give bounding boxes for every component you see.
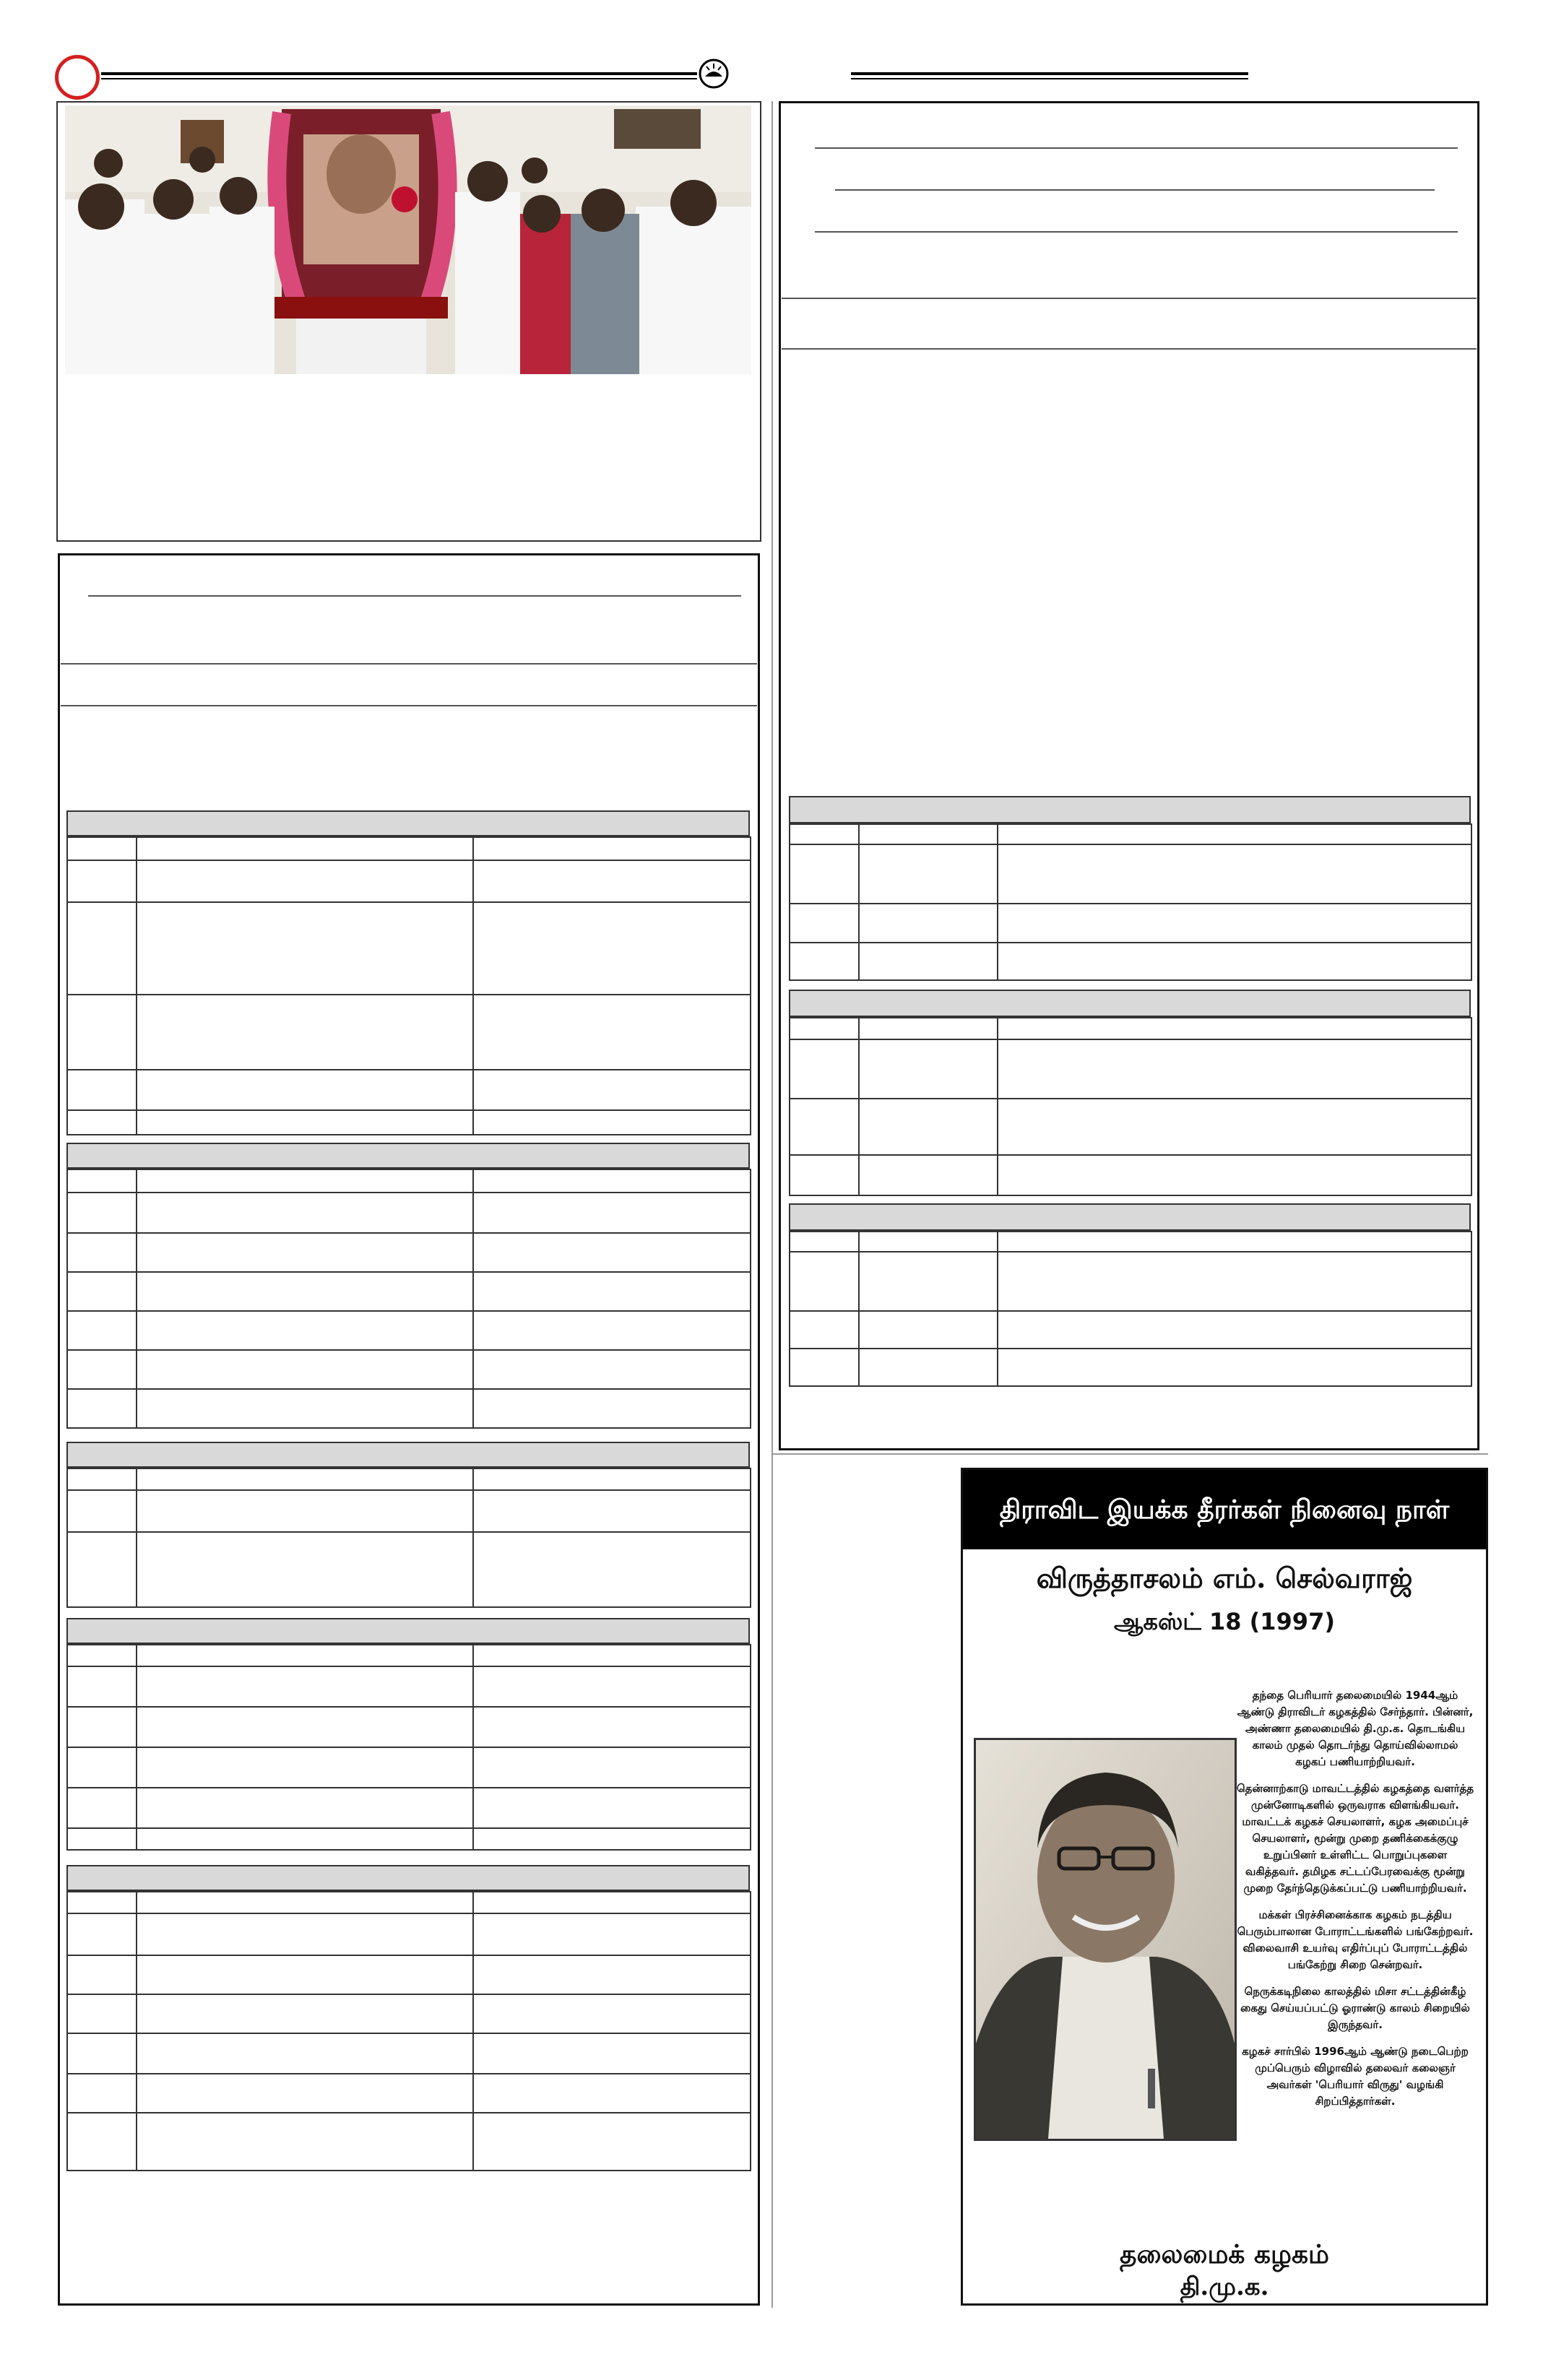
memorial-ad-banner-title: திராவிட இயக்க தீரர்கள் நினைவு நாள்	[999, 1494, 1450, 1525]
memorial-paragraph: கழகச் சார்பில் 1996ஆம் ஆண்டு நடைபெற்ற முப்பெரும் விழாவில் தலைவர் கலைஞர் அவர்கள் 'பெரியார் விருது' வழங்கி சிறப்பித்தார்கள்.	[1242, 2045, 1469, 2108]
right-column-divider-horizontal	[773, 1453, 1488, 1455]
data-table	[66, 1644, 751, 1851]
right-box-divider	[782, 298, 1477, 299]
memorial-paragraph: மக்கள் பிரச்சினைக்காக கழகம் நடத்திய பெரும்பாலான போராட்டங்களில் பங்கேற்றவர். விலைவாசி உயர்வு எதிர்ப்புப் போராட்டத்தில் பங்கேற்று சிறை சென்றவர்.	[1237, 1908, 1474, 1971]
data-table	[66, 1891, 751, 2171]
left-box-divider	[61, 705, 757, 706]
memorial-paragraph: நெருக்கடிநிலை காலத்தில் மிசா சட்டத்தின்கீழ் கைது செய்யப்பட்டு ஓராண்டு காலம் சிறையில் இருந்தவர்.	[1240, 1985, 1470, 2031]
masthead-rule-right-thin	[851, 78, 1248, 79]
data-table	[789, 1231, 1472, 1387]
data-table	[66, 836, 751, 1135]
masthead-rule-left-thin	[101, 78, 697, 79]
table-header	[66, 810, 750, 836]
right-heading-rule	[835, 189, 1435, 191]
table-header	[66, 1143, 750, 1169]
table-header	[66, 1442, 750, 1468]
right-heading-rule	[815, 231, 1458, 233]
memorial-ad-body	[1237, 1687, 1474, 2120]
table-header	[789, 990, 1471, 1017]
memorial-paragraph: தென்னாற்காடு மாவட்டத்தில் கழகத்தை வளர்த்த முன்னோடிகளில் ஒருவராக விளங்கியவர். மாவட்டக் கழகச் செயலாளர், கழக அமைப்புச் செயலாளர், மூன்று முறை தணிக்கைக்குழு உறுப்பினர் உள்ளிட்ட பொறுப்புகளை வகித்தவர். தமிழக சட்டப்பேரவைக்கு மூன்று முறை தேர்ந்தெடுக்கப்பட்டு பணியாற்றியவர்.	[1237, 1782, 1474, 1895]
portrait-garland-photo	[65, 105, 751, 374]
right-box-divider	[782, 348, 1477, 350]
column-divider	[772, 101, 773, 2308]
left-box-heading-rule	[88, 595, 741, 597]
memorial-footer-party: தி.மு.க.	[1180, 2272, 1269, 2301]
left-box-divider	[61, 663, 757, 665]
masthead-rule-left	[101, 72, 697, 75]
rising-sun-emblem-icon	[698, 58, 730, 90]
data-table	[66, 1468, 751, 1608]
memorial-date: ஆகஸ்ட் 18 (1997)	[1114, 1608, 1335, 1635]
data-table	[789, 823, 1472, 981]
table-header	[66, 1865, 750, 1891]
memorial-footer-org: தலைமைக் கழகம்	[1120, 2239, 1329, 2269]
right-heading-rule	[815, 147, 1458, 149]
portrait-photo	[974, 1738, 1237, 2141]
memorial-name: விருத்தாசலம் எம். செல்வராஜ்	[1036, 1562, 1413, 1594]
table-header	[789, 1203, 1471, 1231]
table-header	[789, 796, 1471, 823]
memorial-paragraph: தந்தை பெரியார் தலைமையில் 1944ஆம் ஆண்டு திராவிடர் கழகத்தில் சேர்ந்தார். பின்னர், அண்ணா தலைமையில் தி.மு.க. தொடங்கிய காலம் முதல் தொடர்ந்து தொய்வில்லாமல் கழகப் பணியாற்றியவர்.	[1237, 1689, 1474, 1768]
masthead-rule-right	[851, 72, 1248, 75]
page-marker-circle	[55, 55, 100, 100]
table-header	[66, 1618, 750, 1644]
data-table	[789, 1017, 1472, 1196]
data-table	[66, 1169, 751, 1429]
